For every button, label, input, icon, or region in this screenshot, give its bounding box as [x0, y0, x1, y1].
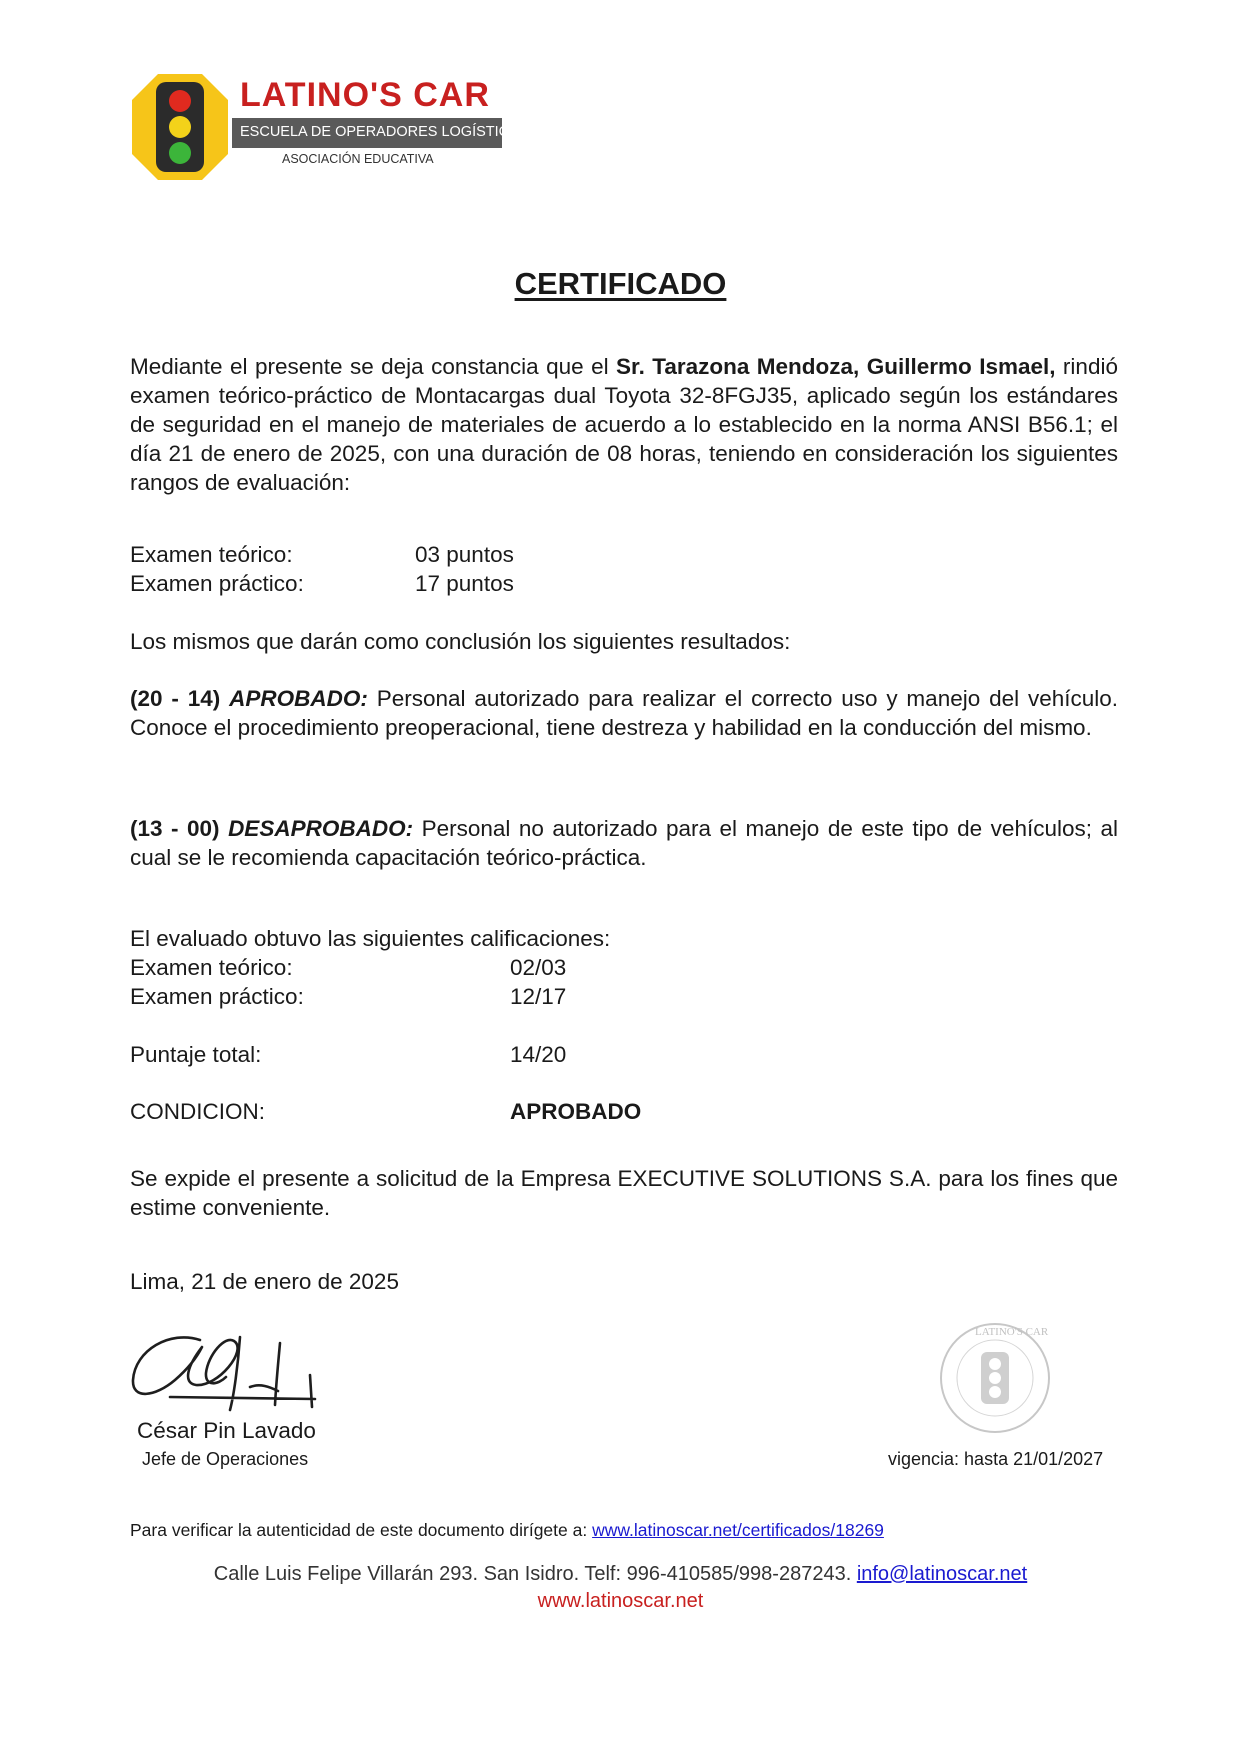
intro-paragraph	[130, 352, 1118, 497]
signature-image	[130, 1325, 350, 1415]
signer-name: César Pin Lavado	[137, 1418, 316, 1443]
person-name: Sr. Tarazona Mendoza, Guillermo Ismael,	[616, 354, 1056, 379]
range-value: 03 puntos	[415, 542, 514, 567]
result-text: Personal no autorizado para el manejo de este tipo de vehículos; al cual se le recomienda capacitación teórico-práctica.	[130, 816, 1118, 870]
result-status: DESAPROBADO:	[228, 816, 414, 841]
verify-text: Para verificar la autenticidad de este documento dirígete a:	[130, 1520, 593, 1540]
result-range: (13 - 00)	[130, 816, 220, 841]
address-line	[0, 1563, 1241, 1586]
issued-paragraph: Se expide el presente a solicitud de la Empresa EXECUTIVE SOLUTIONS S.A. para los fines que estime conveniente.	[130, 1166, 1118, 1220]
condition-value: APROBADO	[510, 1099, 642, 1124]
total-label: Puntaje total:	[130, 1042, 262, 1067]
result-disapproved	[130, 814, 1118, 872]
intro-rest: rindió examen teórico-práctico de Montacargas dual Toyota 32-8FGJ35, aplicado según los estándares de seguridad en el manejo de materiales de acuerdo a lo establecido en la norma ANSI B56.1; el día 21 de enero de 2025, con una duración de 08 horas, teniendo en consideración los siguientes rangos de evaluación:	[130, 354, 1118, 495]
svg-text:LATINO'S CAR: LATINO'S CAR	[975, 1326, 1049, 1338]
grades-intro: El evaluado obtuvo las siguientes calificaciones:	[130, 926, 611, 951]
brand-subtitle: ESCUELA DE OPERADORES LOGÍSTICOS	[240, 124, 531, 140]
conclusion-intro: Los mismos que darán como conclusión los siguientes resultados:	[130, 629, 791, 654]
page-title: CERTIFICADO	[514, 266, 727, 301]
verify-line	[130, 1520, 884, 1541]
condition-label: CONDICION:	[130, 1099, 265, 1124]
range-label: Examen teórico:	[130, 542, 293, 567]
grade-label: Examen práctico:	[130, 984, 304, 1009]
result-text: Personal autorizado para realizar el correcto uso y manejo del vehículo. Conoce el procedimiento preoperacional, tiene destreza y habilidad en la conducción del mismo.	[130, 686, 1118, 740]
validity-date: vigencia: hasta 21/01/2027	[888, 1449, 1104, 1469]
result-status: APROBADO:	[229, 686, 368, 711]
brand-association: ASOCIACIÓN EDUCATIVA	[282, 152, 434, 166]
address-text: Calle Luis Felipe Villarán 293. San Isidro. Telf: 996-410585/998-287243.	[213, 1563, 857, 1585]
seal-stamp	[935, 1318, 1055, 1438]
result-approved	[130, 684, 1118, 742]
total-value: 14/20	[510, 1042, 567, 1067]
grade-value: 02/03	[510, 955, 567, 980]
verify-link[interactable]: www.latinoscar.net/certificados/18269	[592, 1520, 884, 1540]
result-range: (20 - 14)	[130, 686, 221, 711]
grade-value: 12/17	[510, 984, 567, 1009]
place-date: Lima, 21 de enero de 2025	[130, 1269, 399, 1294]
signer-role: Jefe de Operaciones	[142, 1449, 309, 1469]
brand-name: LATINO'S CAR	[240, 76, 490, 114]
email-link[interactable]: info@latinoscar.net	[856, 1563, 1028, 1585]
range-label: Examen práctico:	[130, 571, 304, 596]
range-value: 17 puntos	[415, 571, 514, 596]
intro-lead: Mediante el presente se deja constancia que el	[130, 354, 617, 379]
grade-label: Examen teórico:	[130, 955, 293, 980]
website-link[interactable]: www.latinoscar.net	[537, 1590, 704, 1612]
